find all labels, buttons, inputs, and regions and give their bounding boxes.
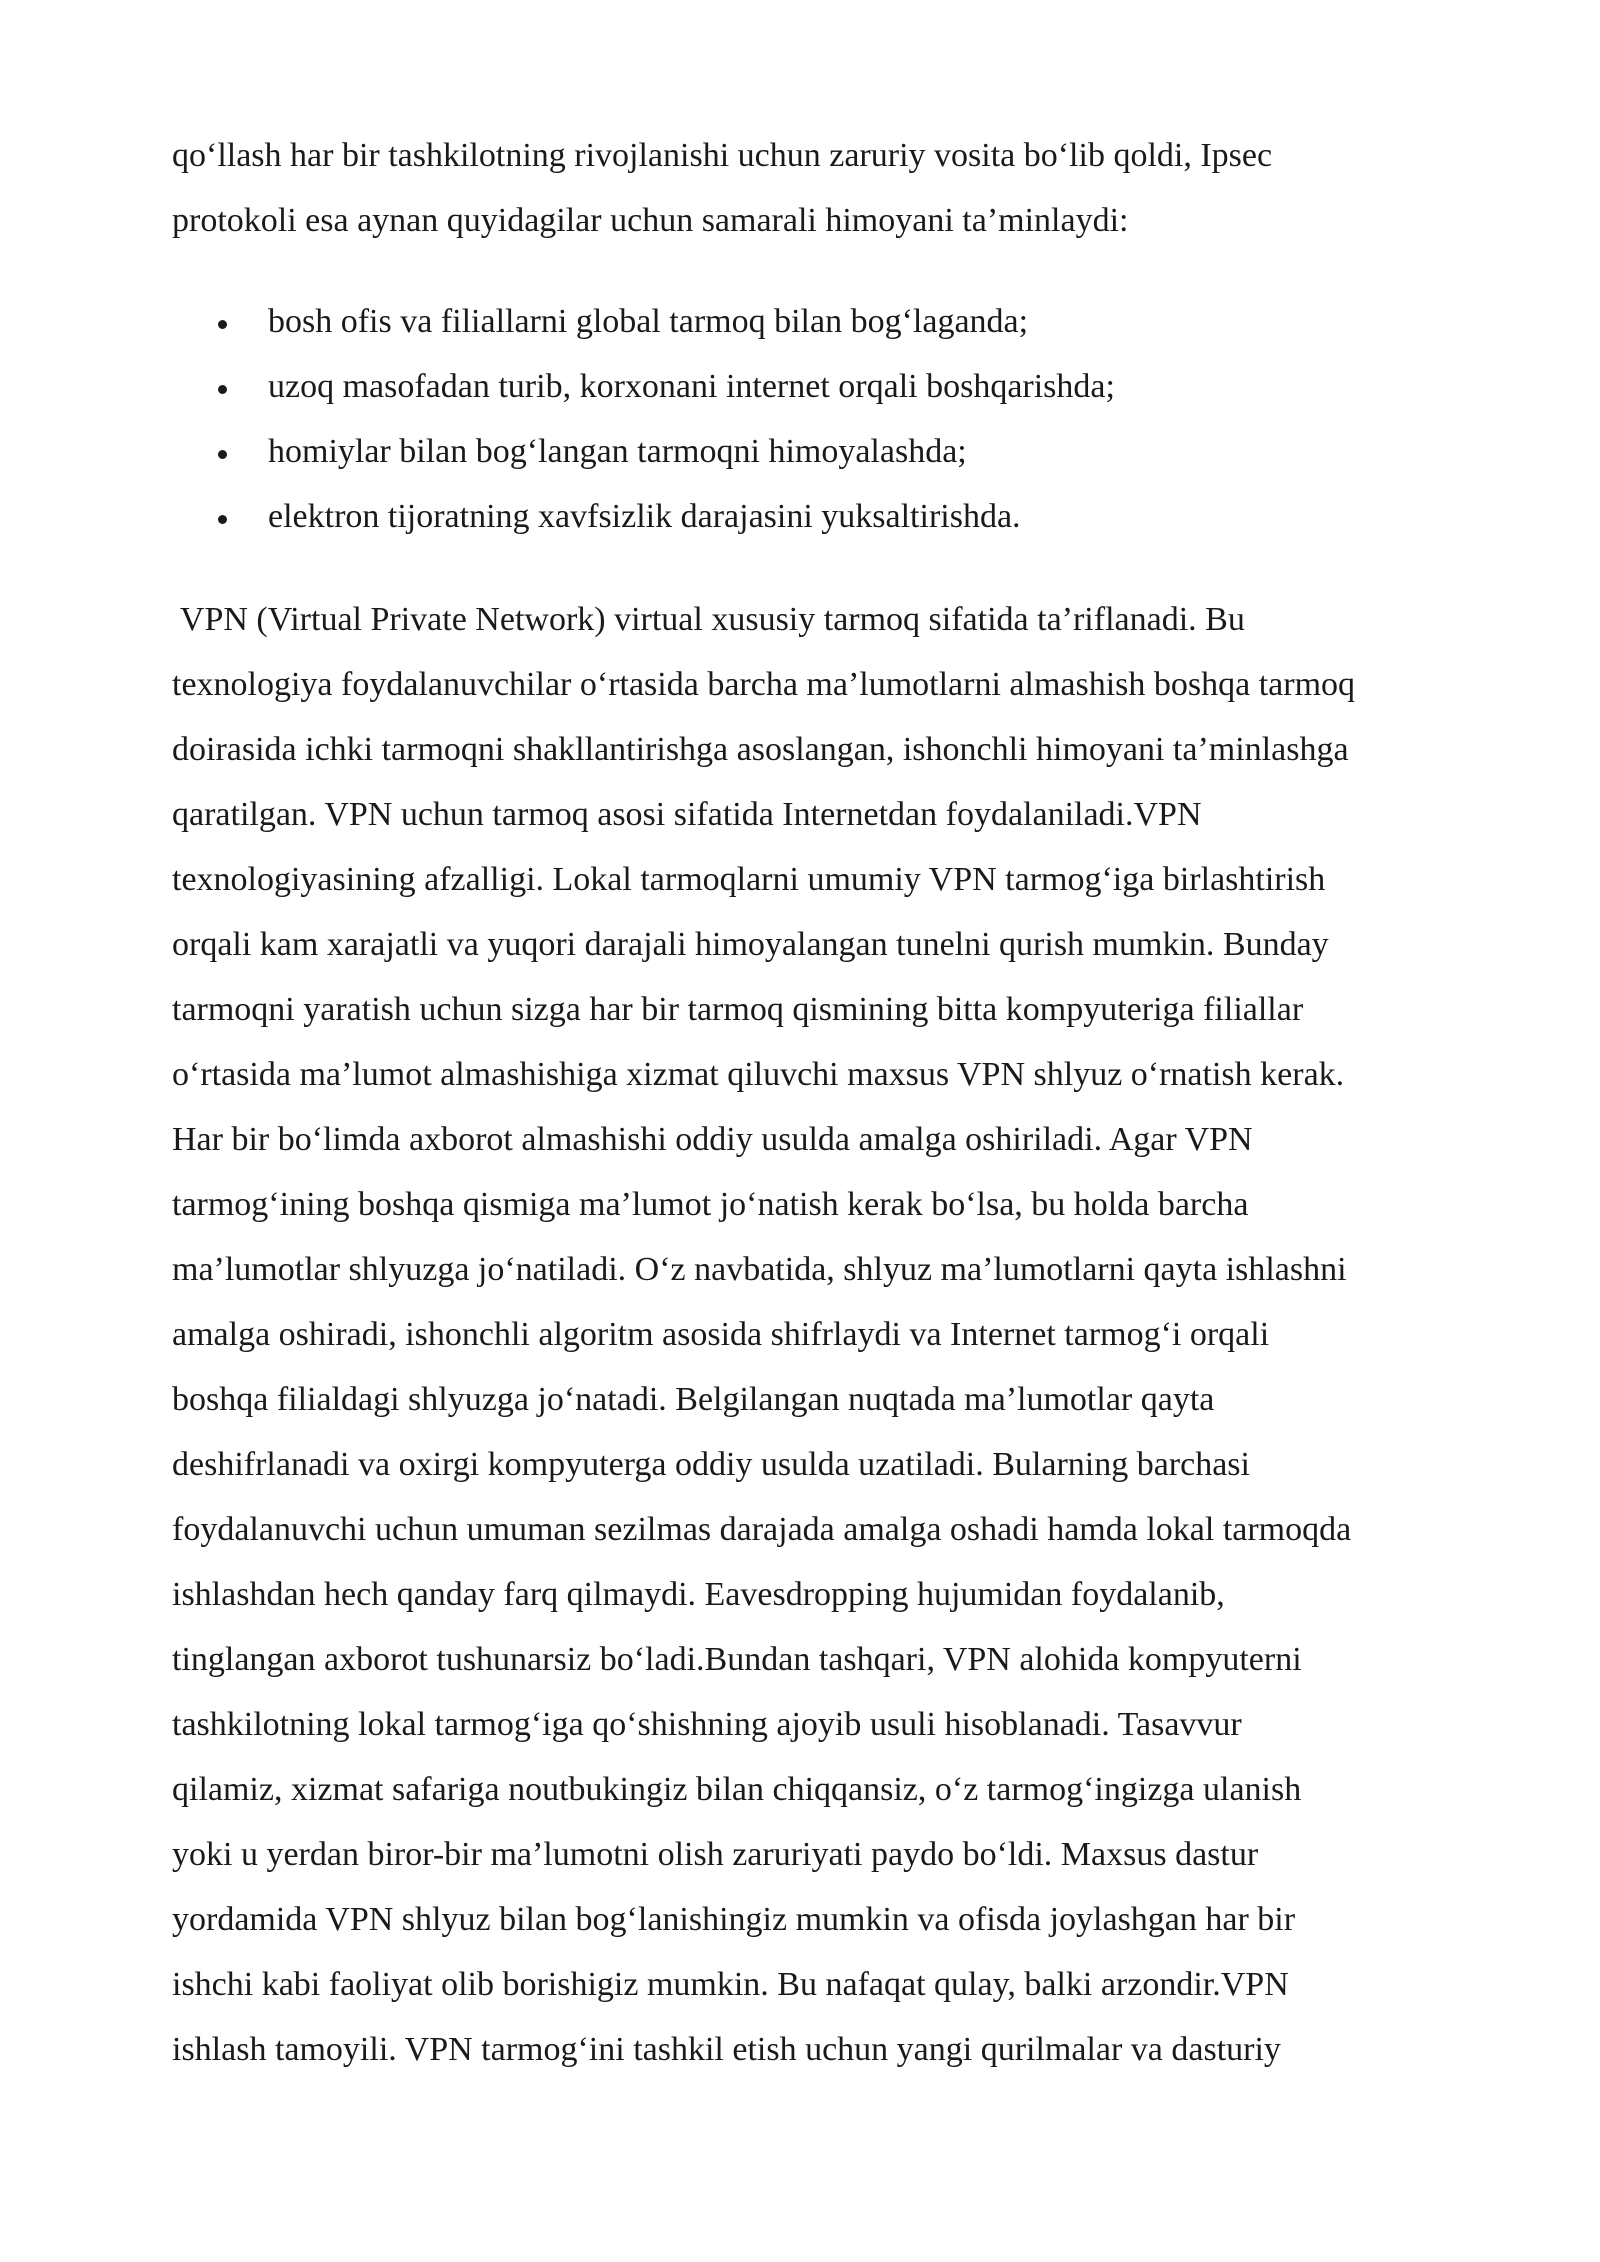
- body-line: orqali kam xarajatli va yuqori darajali himoyalangan tunelni qurish mumkin. Bunday: [172, 926, 1329, 963]
- body-line: tashkilotning lokal tarmog‘iga qo‘shishning ajoyib usuli hisoblanadi. Tasavvur: [172, 1706, 1242, 1743]
- bullet-icon: [218, 450, 227, 459]
- body-line: VPN (Virtual Private Network) virtual xususiy tarmoq sifatida ta’riflanadi. Bu: [172, 601, 1245, 638]
- body-line: ishlash tamoyili. VPN tarmog‘ini tashkil etish uchun yangi qurilmalar va dasturiy: [172, 2031, 1281, 2068]
- body-line: ishchi kabi faoliyat olib borishigiz mumkin. Bu nafaqat qulay, balki arzondir.VPN: [172, 1966, 1289, 2003]
- body-line: boshqa filialdagi shlyuzga jo‘natadi. Belgilangan nuqtada ma’lumotlar qayta: [172, 1381, 1215, 1418]
- body-line: tarmog‘ining boshqa qismiga ma’lumot jo‘natish kerak bo‘lsa, bu holda barcha: [172, 1186, 1249, 1223]
- body-line: yordamida VPN shlyuz bilan bog‘lanishingiz mumkin va ofisda joylashgan har bir: [172, 1901, 1296, 1938]
- body-line: amalga oshiradi, ishonchli algoritm asosida shifrlaydi va Internet tarmog‘i orqali: [172, 1316, 1270, 1353]
- bullet-icon: [218, 320, 227, 329]
- list-item-text: uzoq masofadan turib, korxonani internet orqali boshqarishda;: [268, 368, 1115, 405]
- body-line: qilamiz, xizmat safariga noutbukingiz bilan chiqqansiz, o‘z tarmog‘ingizga ulanish: [172, 1771, 1302, 1808]
- body-line: doirasida ichki tarmoqni shakllantirishga asoslangan, ishonchli himoyani ta’minlashga: [172, 731, 1349, 768]
- body-line: texnologiyasining afzalligi. Lokal tarmoqlarni umumiy VPN tarmog‘iga birlashtirish: [172, 861, 1326, 898]
- body-line: texnologiya foydalanuvchilar o‘rtasida barcha ma’lumotlarni almashish boshqa tarmoq: [172, 666, 1356, 703]
- list-item-text: bosh ofis va filiallarni global tarmoq bilan bog‘laganda;: [268, 303, 1029, 340]
- body-line: qaratilgan. VPN uchun tarmoq asosi sifatida Internetdan foydalaniladi.VPN: [172, 796, 1202, 833]
- body-line: tarmoqni yaratish uchun sizga har bir tarmoq qismining bitta kompyuteriga filiallar: [172, 991, 1304, 1028]
- bullet-icon: [218, 385, 227, 394]
- body-line: o‘rtasida ma’lumot almashishiga xizmat qiluvchi maxsus VPN shlyuz o‘rnatish kerak.: [172, 1056, 1345, 1093]
- body-line: Har bir bo‘limda axborot almashishi oddiy usulda amalga oshiriladi. Agar VPN: [172, 1121, 1253, 1158]
- body-line: ishlashdan hech qanday farq qilmaydi. Eavesdropping hujumidan foydalanib,: [172, 1576, 1225, 1613]
- body-line: ma’lumotlar shlyuzga jo‘natiladi. O‘z navbatida, shlyuz ma’lumotlarni qayta ishlashni: [172, 1251, 1347, 1288]
- body-line: yoki u yerdan biror-bir ma’lumotni olish zaruriyati paydo bo‘ldi. Maxsus dastur: [172, 1836, 1259, 1873]
- bullet-icon: [218, 515, 227, 524]
- body-line: deshifrlanadi va oxirgi kompyuterga oddiy usulda uzatiladi. Bularning barchasi: [172, 1446, 1250, 1483]
- intro-line: protokoli esa aynan quyidagilar uchun samarali himoyani ta’minlaydi:: [172, 202, 1129, 239]
- list-item-text: homiylar bilan bog‘langan tarmoqni himoyalashda;: [268, 433, 967, 470]
- body-line: foydalanuvchi uchun umuman sezilmas darajada amalga oshadi hamda lokal tarmoqda: [172, 1511, 1352, 1548]
- body-line: tinglangan axborot tushunarsiz bo‘ladi.Bundan tashqari, VPN alohida kompyuterni: [172, 1641, 1302, 1678]
- intro-line: qo‘llash har bir tashkilotning rivojlanishi uchun zaruriy vosita bo‘lib qoldi, Ipsec: [172, 137, 1273, 174]
- list-item-text: elektron tijoratning xavfsizlik darajasini yuksaltirishda.: [268, 498, 1021, 535]
